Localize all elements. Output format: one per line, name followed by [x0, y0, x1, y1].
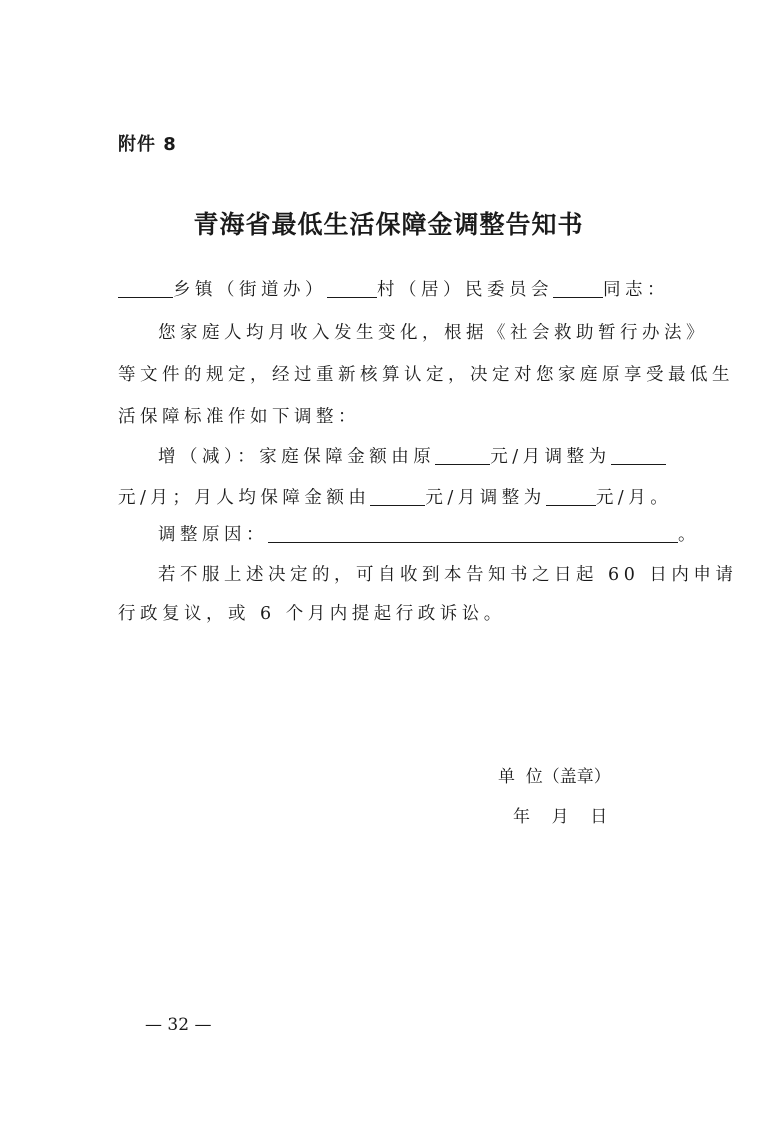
addressee-part3: 同志： [603, 280, 669, 300]
appeal-line-1: 若不服上述决定的，可自收到本告知书之日起 60 日内申请 [158, 565, 738, 585]
reason-label: 调整原因： [158, 525, 268, 545]
adjust-line2-mid: 元/月调整为 [425, 488, 546, 508]
original-amount-blank [435, 447, 490, 466]
addressee-line [118, 276, 669, 301]
document-title: 青海省最低生活保障金调整告知书 [193, 210, 584, 239]
reason-blank [268, 525, 678, 544]
addressee-part2: 村（居）民委员会 [377, 280, 553, 300]
paragraph-1-line-1: 您家庭人均月收入发生变化，根据《社会救助暂行办法》 [158, 323, 708, 343]
addressee-part1: 乡镇（街道办） [173, 280, 327, 300]
reason-line [158, 521, 700, 546]
new-per-capita-blank [546, 488, 596, 507]
village-blank [327, 280, 377, 299]
paragraph-1-line-2: 等文件的规定，经过重新核算认定，决定对您家庭原享受最低生 [118, 365, 734, 385]
adjust-line1-prefix: 增（减）：家庭保障金额由原 [158, 447, 436, 467]
adjust-line2-prefix: 元/月；月人均保障金额由 [118, 488, 371, 508]
appeal-line-2: 行政复议，或 6 个月内提起行政诉讼。 [118, 604, 506, 624]
adjust-line1-mid: 元/月调整为 [490, 447, 611, 467]
attachment-label: 附件 8 [118, 134, 177, 155]
adjust-line-2 [118, 484, 672, 509]
new-amount-blank [611, 447, 666, 466]
signature-date: 年 月 日 [513, 807, 608, 827]
adjust-line2-end: 元/月。 [595, 488, 673, 508]
page-number: — 32 — [145, 1015, 212, 1035]
adjust-line-1 [158, 443, 666, 468]
signature-unit: 单 位（盖章） [498, 767, 611, 787]
name-blank [553, 280, 603, 299]
township-blank [118, 280, 173, 299]
reason-end: 。 [678, 525, 700, 545]
original-per-capita-blank [370, 488, 425, 507]
paragraph-1-line-3: 活保障标准作如下调整： [118, 407, 360, 427]
